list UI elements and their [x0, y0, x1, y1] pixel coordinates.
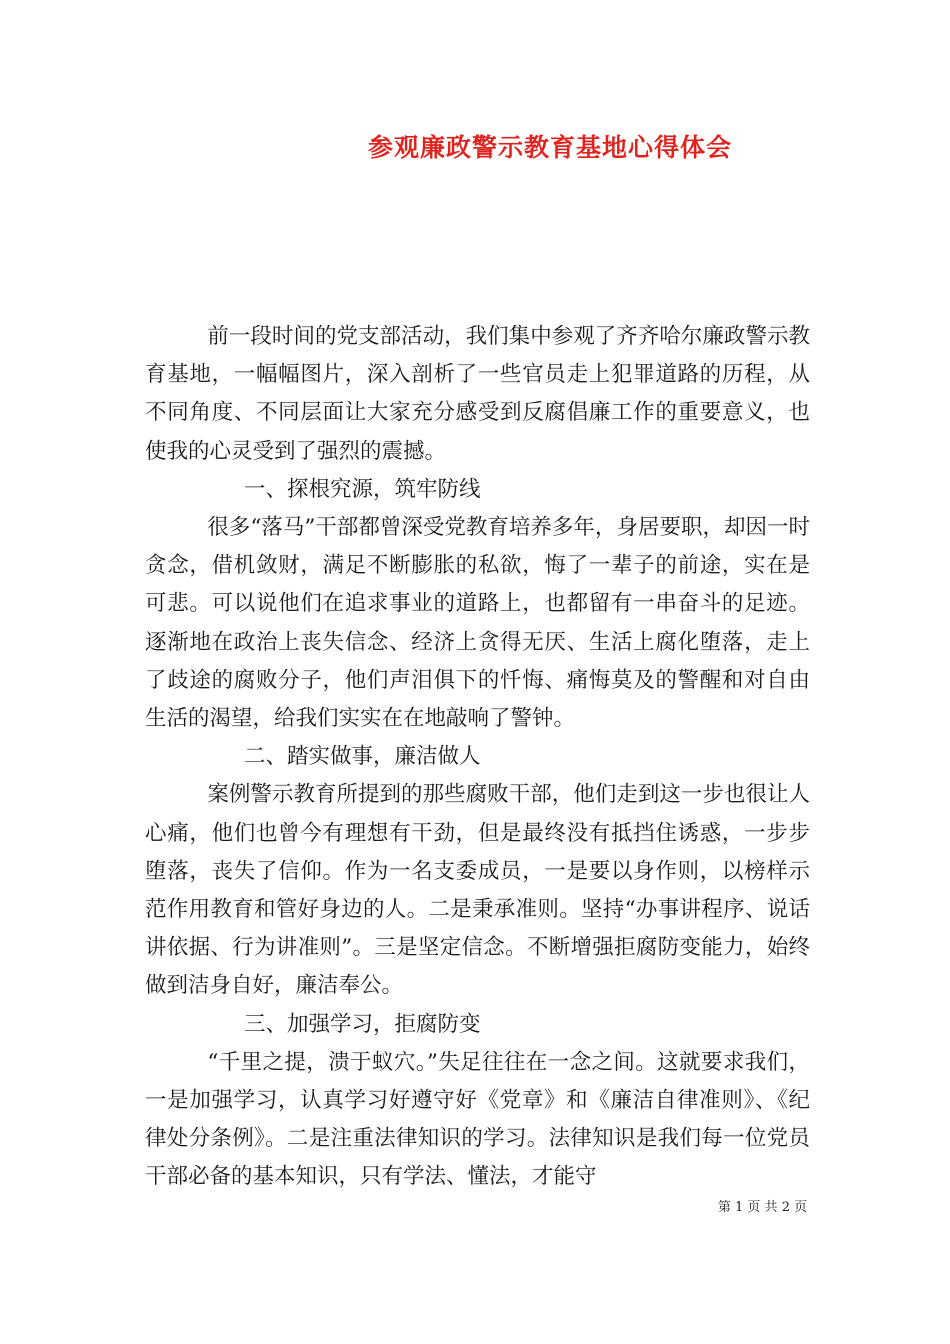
paragraph-section-3: “千里之提，溃于蚁穴。”失足往往在一念之间。这就要求我们，一是加强学习，认真学习好遵守好《党章》和《廉洁自律准则》、《纪律处分条例》。二是注重法律知识的学习。法律知识是我们每一位党员干部必备的基本知识，只有学法、懂法，才能守 [145, 1049, 810, 1190]
document-body [145, 318, 810, 1197]
section-heading-2: 二、踏实做事，廉洁做人 [244, 744, 481, 770]
paragraph-section-1: 很多“落马”干部都曾深受党教育培养多年，身居要职，却因一时贪念，借机敛财，满足不断膨胀的私欲，悔了一辈子的前途，实在是可悲。可以说他们在追求事业的道路上，也都留有一串奋斗的足迹。逐渐地在政治上丧失信念、经济上贪得无厌、生活上腐化堕落，走上了歧途的腐败分子，他们声泪俱下的忏悔、痛悔莫及的警醒和对自由生活的渴望，给我们实实在在地敲响了警钟。 [145, 515, 810, 732]
paragraph-section-2: 案例警示教育所提到的那些腐败干部，他们走到这一步也很让人心痛，他们也曾今有理想有干劲，但是最终没有抵挡住诱惑，一步步堕落，丧失了信仰。作为一名支委成员，一是要以身作则，以榜样示范作用教育和管好身边的人。二是秉承准则。坚持“办事讲程序、说话讲依据、行为讲准则”。三是坚定信念。不断增强拒腐防变能力，始终做到洁身自好，廉洁奉公。 [145, 782, 810, 999]
section-heading-1: 一、探根究源，筑牢防线 [244, 476, 481, 502]
paragraph-intro: 前一段时间的党支部活动，我们集中参观了齐齐哈尔廉政警示教育基地，一幅幅图片，深入剖析了一些官员走上犯罪道路的历程，从不同角度、不同层面让大家充分感受到反腐倡廉工作的重要意义，也使我的心灵受到了强烈的震撼。 [145, 324, 810, 464]
document-title: 参观廉政警示教育基地心得体会 [367, 133, 732, 162]
section-heading-3: 三、加强学习，拒腐防变 [244, 1011, 481, 1037]
page-footer: 第 1 页 共 2 页 [717, 1200, 808, 1215]
